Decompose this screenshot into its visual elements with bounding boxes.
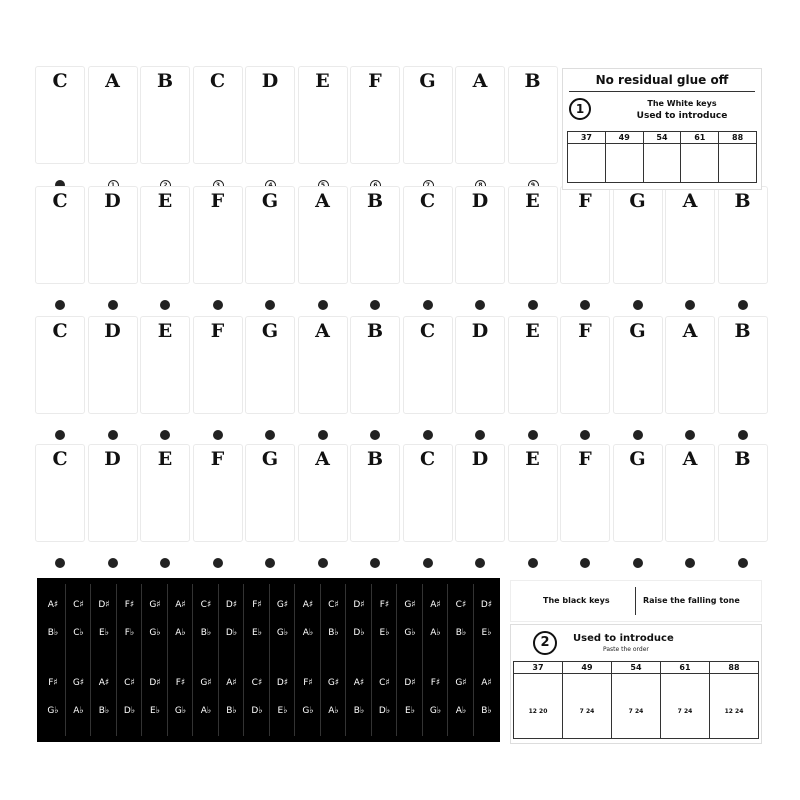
note-letter: E: [157, 448, 173, 470]
panel-divider: [116, 584, 117, 736]
key-count-header: 88: [710, 663, 758, 674]
note-letter: G: [629, 448, 646, 470]
key-count-column: [681, 132, 719, 182]
black-key-label: A♭: [200, 706, 212, 716]
sub-title: Paste the order: [603, 646, 649, 653]
black-key-label: D♯: [149, 678, 161, 688]
panel-divider: [269, 584, 270, 736]
note-letter: G: [261, 320, 279, 342]
position-marker: [423, 300, 433, 310]
note-letter: F: [368, 70, 382, 92]
position-marker: [633, 300, 643, 310]
black-key-label: E♭: [405, 706, 415, 716]
black-key-label: F♯: [124, 600, 135, 610]
position-marker: [55, 300, 65, 310]
black-key-label: A♯: [98, 678, 110, 688]
black-key-label: F♯: [430, 678, 441, 688]
note-letter: A: [315, 190, 330, 212]
note-letter: B: [734, 448, 751, 470]
black-key-label: B♭: [481, 706, 492, 716]
black-key-label: F♯: [48, 678, 58, 688]
note-letter: C: [52, 190, 68, 212]
black-key-label: A♯: [175, 600, 186, 610]
position-marker: [108, 430, 118, 440]
note-letter: E: [525, 448, 540, 470]
panel-divider: [243, 584, 244, 736]
key-count-column: [661, 662, 710, 738]
black-key-label: F♯: [303, 678, 313, 688]
row-number-right: 20: [539, 708, 548, 715]
position-marker: [633, 430, 643, 440]
position-marker: [265, 558, 275, 568]
note-letter: C: [419, 448, 436, 470]
black-key-label: C♯: [379, 678, 390, 688]
position-marker: [475, 300, 485, 310]
black-key-label: C♭: [73, 628, 84, 638]
note-letter: F: [210, 320, 225, 342]
black-key-label: A♯: [481, 678, 492, 688]
position-marker: [55, 430, 65, 440]
note-letter: E: [525, 190, 540, 212]
note-letter: F: [578, 190, 592, 212]
info-top-box: [562, 68, 762, 190]
black-key-label: C♯: [328, 600, 339, 610]
black-key-label: D♭: [353, 628, 365, 638]
black-key-label: A♭: [73, 706, 84, 716]
note-letter: B: [524, 70, 541, 92]
note-letter: F: [210, 448, 225, 470]
black-key-label: E♭: [150, 706, 160, 716]
black-key-label: C♯: [200, 600, 212, 610]
black-key-label: B♭: [455, 628, 467, 638]
note-letter: C: [52, 320, 68, 342]
note-letter: A: [682, 320, 698, 342]
position-marker: [160, 558, 170, 568]
circle-number-1: 1: [569, 98, 591, 120]
position-marker: [160, 430, 170, 440]
black-key-label: E♭: [481, 628, 492, 638]
row-number-right: 24: [735, 708, 744, 715]
position-marker: [108, 300, 118, 310]
black-key-label: G♯: [149, 600, 161, 610]
black-key-label: G♯: [404, 600, 416, 610]
black-key-label: G♭: [174, 706, 187, 716]
black-key-label: A♭: [302, 628, 314, 638]
row-number: [514, 708, 562, 715]
key-count-column: [568, 132, 606, 182]
row-number-left: 12: [724, 708, 733, 715]
black-key-label: D♯: [276, 678, 289, 688]
note-letter: E: [525, 320, 540, 342]
key-count-column: [563, 662, 612, 738]
panel-divider: [473, 584, 474, 736]
note-letter: C: [419, 190, 436, 212]
note-letter: B: [734, 190, 751, 212]
black-key-label: D♯: [480, 600, 493, 610]
key-count-header: 49: [606, 133, 643, 144]
key-count-header: 61: [681, 133, 718, 144]
position-marker: [318, 300, 328, 310]
position-marker: [685, 558, 695, 568]
position-marker: [423, 430, 433, 440]
key-count-column: [606, 132, 644, 182]
divider: [569, 91, 755, 92]
note-letter: C: [52, 70, 68, 92]
position-marker: [580, 558, 590, 568]
black-key-label: F♭: [124, 628, 135, 638]
row-number-left: 12: [528, 708, 537, 715]
black-key-label: D♭: [378, 706, 391, 716]
black-key-label: G♯: [327, 678, 340, 688]
panel-divider: [447, 584, 448, 736]
position-marker: [213, 300, 223, 310]
black-key-label: D♭: [251, 706, 263, 716]
row-number-right: 24: [585, 708, 595, 715]
key-count-header: 37: [514, 663, 562, 674]
key-count-header: 88: [719, 133, 756, 144]
used-to-title: Used to introduce: [573, 633, 674, 644]
black-key-label: G♯: [276, 600, 289, 610]
note-letter: F: [210, 190, 225, 212]
black-key-label: C♯: [455, 600, 467, 610]
black-key-label: C♯: [73, 600, 84, 610]
black-key-label: G♭: [404, 628, 416, 638]
info-bottom-box: [510, 580, 762, 622]
position-marker: [475, 558, 485, 568]
panel-divider: [218, 584, 219, 736]
black-key-label: A♯: [353, 678, 365, 688]
black-key-label: D♭: [123, 706, 136, 716]
panel-divider: [192, 584, 193, 736]
note-letter: F: [578, 320, 592, 342]
black-key-label: B♭: [328, 628, 339, 638]
note-letter: A: [315, 448, 330, 470]
note-letter: E: [157, 190, 173, 212]
note-letter: E: [157, 320, 173, 342]
black-key-label: G♭: [149, 628, 161, 638]
note-letter: B: [366, 448, 384, 470]
note-letter: E: [315, 70, 330, 92]
black-key-label: D♭: [225, 628, 238, 638]
position-marker: [633, 558, 643, 568]
note-letter: D: [261, 70, 279, 92]
position-marker: [108, 558, 118, 568]
divider: [635, 587, 636, 615]
key-count-column: [710, 662, 758, 738]
black-key-label: G♯: [200, 678, 212, 688]
panel-divider: [141, 584, 142, 736]
black-key-label: D♯: [404, 678, 416, 688]
position-marker: [528, 558, 538, 568]
panel-divider: [345, 584, 346, 736]
note-letter: C: [209, 70, 226, 92]
position-marker: [318, 430, 328, 440]
black-key-label: E♭: [252, 628, 262, 638]
position-marker: [370, 300, 380, 310]
black-key-label: A♭: [430, 628, 441, 638]
position-marker: [685, 300, 695, 310]
row-number-right: 24: [634, 708, 644, 715]
row-number-left: 7: [677, 708, 682, 715]
key-count-column: [514, 662, 563, 738]
note-letter: A: [682, 190, 698, 212]
circle-number-2: 2: [533, 631, 557, 655]
black-keys-label: The black keys: [543, 596, 610, 605]
black-key-label: F♯: [379, 600, 390, 610]
note-letter: C: [419, 320, 436, 342]
key-count-header: 54: [644, 133, 681, 144]
note-letter: G: [629, 320, 646, 342]
black-key-label: B♭: [47, 628, 59, 638]
position-marker: [213, 558, 223, 568]
row-number-left: 7: [579, 708, 584, 715]
black-key-label: G♭: [302, 706, 314, 716]
black-key-label: G♭: [429, 706, 442, 716]
black-key-label: A♯: [47, 600, 59, 610]
row-number: [661, 708, 709, 715]
note-letter: A: [105, 70, 120, 92]
key-count-column: [612, 662, 661, 738]
black-key-panel: [37, 578, 500, 742]
position-marker: [55, 558, 65, 568]
position-marker: [318, 558, 328, 568]
note-letter: G: [419, 70, 436, 92]
black-key-label: F♯: [175, 678, 186, 688]
row-number-left: 7: [628, 708, 633, 715]
headline: No residual glue off: [595, 73, 729, 87]
note-letter: B: [366, 320, 384, 342]
panel-divider: [294, 584, 295, 736]
panel-divider: [422, 584, 423, 736]
note-letter: B: [734, 320, 751, 342]
black-key-label: E♭: [277, 706, 288, 716]
position-marker: [475, 430, 485, 440]
panel-divider: [90, 584, 91, 736]
black-key-label: G♭: [276, 628, 289, 638]
key-count-header: 49: [563, 663, 611, 674]
position-marker: [580, 300, 590, 310]
black-key-label: D♯: [98, 600, 110, 610]
black-key-label: G♯: [72, 678, 85, 688]
section-title: The White keys: [647, 99, 717, 108]
black-key-label: G♭: [47, 706, 59, 716]
black-key-label: A♭: [328, 706, 339, 716]
position-marker: [213, 430, 223, 440]
black-key-label: B♭: [98, 706, 110, 716]
key-count-table-bottom: [513, 661, 759, 739]
note-letter: D: [104, 448, 121, 470]
row-number: [710, 708, 758, 715]
position-marker: [160, 300, 170, 310]
row-number: [563, 708, 611, 715]
key-count-table-top: [567, 131, 757, 183]
note-letter: D: [471, 320, 489, 342]
position-marker: [685, 430, 695, 440]
position-marker: [265, 300, 275, 310]
panel-divider: [396, 584, 397, 736]
black-key-label: B♭: [226, 706, 237, 716]
position-marker: [738, 558, 748, 568]
note-letter: D: [104, 190, 121, 212]
note-letter: C: [52, 448, 68, 470]
black-key-label: D♯: [225, 600, 238, 610]
position-marker: [528, 430, 538, 440]
black-key-label: E♭: [379, 628, 390, 638]
black-key-label: A♭: [175, 628, 186, 638]
panel-divider: [167, 584, 168, 736]
note-letter: A: [682, 448, 698, 470]
note-letter: F: [578, 448, 592, 470]
note-letter: B: [366, 190, 384, 212]
position-marker: [370, 430, 380, 440]
note-letter: G: [261, 190, 279, 212]
black-key-label: A♯: [226, 678, 237, 688]
position-marker: [265, 430, 275, 440]
position-marker: [528, 300, 538, 310]
key-count-column: [719, 132, 756, 182]
note-letter: A: [472, 70, 488, 92]
panel-divider: [320, 584, 321, 736]
note-letter: D: [471, 190, 489, 212]
raise-label: Raise the falling tone: [643, 596, 740, 605]
black-key-label: A♯: [302, 600, 314, 610]
black-key-label: C♯: [124, 678, 135, 688]
black-key-label: E♭: [99, 628, 109, 638]
black-key-label: B♭: [200, 628, 212, 638]
key-count-header: 54: [612, 663, 660, 674]
note-letter: D: [471, 448, 489, 470]
key-count-column: [644, 132, 682, 182]
black-key-label: C♯: [251, 678, 263, 688]
black-key-label: A♭: [455, 706, 467, 716]
note-letter: G: [629, 190, 646, 212]
note-letter: B: [156, 70, 174, 92]
position-marker: [370, 558, 380, 568]
black-key-label: B♭: [353, 706, 365, 716]
note-letter: D: [104, 320, 121, 342]
panel-divider: [65, 584, 66, 736]
key-count-header: 37: [568, 133, 605, 144]
key-count-header: 61: [661, 663, 709, 674]
position-marker: [580, 430, 590, 440]
position-marker: [738, 430, 748, 440]
black-key-label: F♯: [252, 600, 262, 610]
info-bottom-table-box: [510, 624, 762, 744]
row-number: [612, 708, 660, 715]
row-number-right: 24: [683, 708, 693, 715]
note-letter: G: [261, 448, 279, 470]
black-key-label: D♯: [353, 600, 365, 610]
black-key-label: A♯: [430, 600, 441, 610]
note-letter: A: [315, 320, 330, 342]
panel-divider: [371, 584, 372, 736]
position-marker: [423, 558, 433, 568]
used-to-title: Used to introduce: [636, 111, 728, 121]
position-marker: [738, 300, 748, 310]
black-key-label: G♯: [455, 678, 467, 688]
